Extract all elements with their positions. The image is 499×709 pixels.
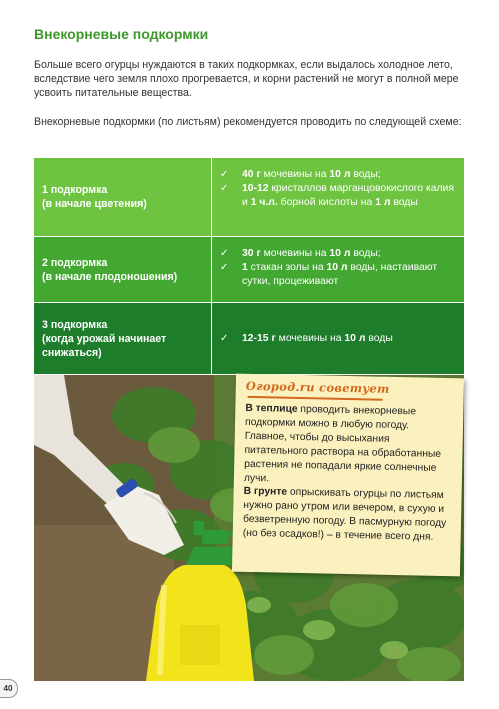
intro-paragraph: Больше всего огурцы нуждаются в таких подкормках, если выдалось холодное лето, вследствие чего земля плохо прогревается, и корни растений не могут в полной мере усвоить питательные вещества.: [34, 59, 459, 100]
scheme-intro-paragraph: Внекорневые подкормки (по листьям) рекомендуется проводить по следующей схеме:: [34, 116, 462, 128]
tip-body: В теплице проводить внекорневые подкормки можно в любую погоду. Главное, чтобы до высыхания питательного раствора на обработанные растения не попадали яркие солнечные лучи. В грунте опрыскивать огурцы по листьям нужно рано утром или вечером, в сухую и безветренную погоду. В пасмурную погоду (но без осадков!) – в течение всего дня.: [242, 402, 447, 543]
page-title: Внекорневые подкормки: [34, 26, 209, 42]
scheme-row-name: 1 подкормка (в начале цветения): [34, 158, 212, 236]
scheme-item: ✓ 30 г мочевины на 10 л воды;: [220, 248, 381, 259]
scheme-row: [34, 303, 464, 375]
scheme-row-name: 2 подкормка (в начале плодоношения): [34, 237, 212, 302]
scheme-row-name: 3 подкормка (когда урожай начинает снижаться): [34, 303, 212, 374]
scheme-item: ✓ 40 г мочевины на 10 л воды;: [220, 169, 381, 180]
tip-header: Огород.ru советует: [245, 378, 390, 396]
check-icon: ✓: [220, 332, 229, 344]
scheme-item: ✓ 10-12 кристаллов марганцовокислого калия и 1 ч.л. борной кислоты на 1 л воды: [220, 183, 454, 208]
scheme-row-items: [212, 303, 464, 374]
scheme-item: ✓ 12-15 г мочевины на 10 л воды: [220, 332, 393, 344]
feeding-scheme-table: [34, 158, 464, 375]
scheme-row-items: [212, 237, 464, 302]
check-icon: ✓: [220, 262, 229, 273]
tip-note: [232, 374, 464, 577]
page-number: 40: [0, 679, 18, 698]
scheme-row: [34, 158, 464, 237]
check-icon: ✓: [220, 183, 229, 194]
scheme-item: ✓ 1 стакан золы на 10 л воды, настаивают сутки, процеживают: [220, 262, 438, 287]
scheme-row-items: [212, 158, 464, 236]
tip-header-underline: [248, 396, 383, 401]
scheme-row: [34, 237, 464, 303]
check-icon: ✓: [220, 248, 229, 259]
check-icon: ✓: [220, 169, 229, 180]
